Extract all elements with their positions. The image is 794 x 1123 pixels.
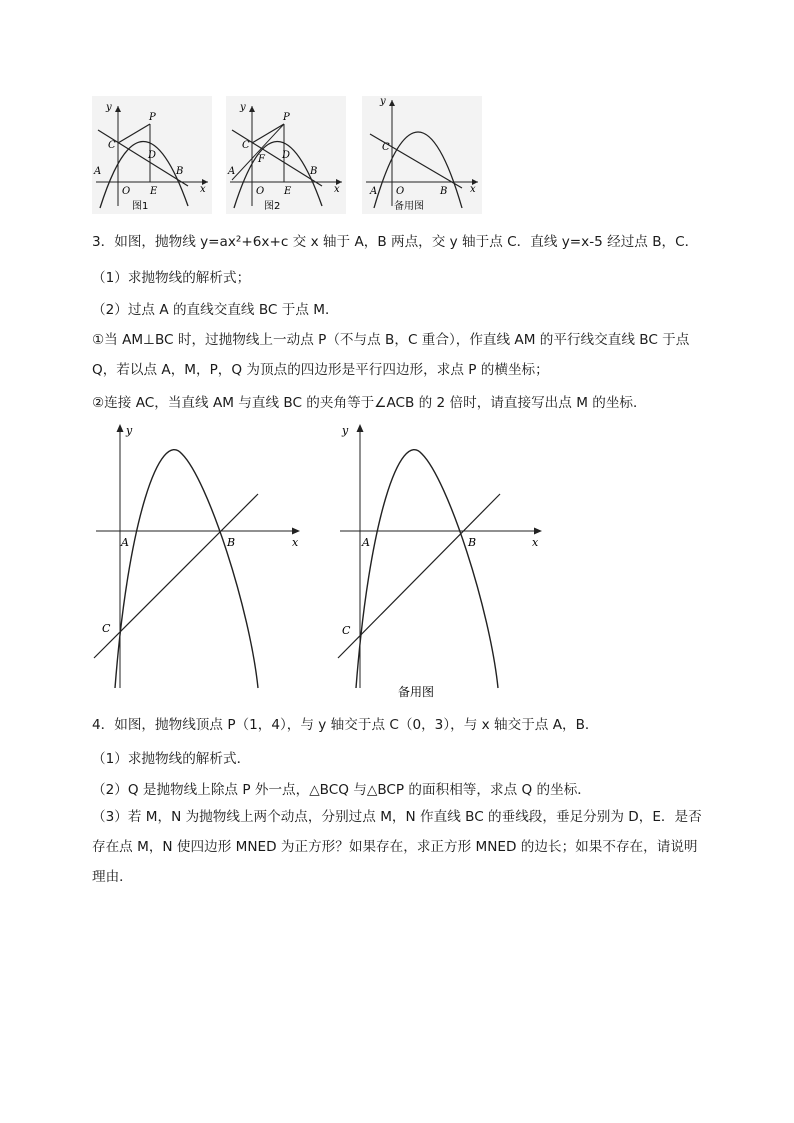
fig3-label-C: C: [382, 142, 390, 153]
q3-stem: 3．如图，抛物线 y=ax²+6x+c 交 x 轴于 A，B 两点，交 y 轴于点 C．直线 y=x-5 经过点 B，C．: [92, 234, 699, 250]
figure-2-drawing: [226, 96, 346, 214]
fig2-label-C: C: [242, 140, 250, 151]
q3-spare-label-C: C: [342, 624, 351, 637]
fig2-label-y: y: [240, 102, 246, 113]
fig2-label-A: A: [228, 166, 236, 177]
top-figure-row: [92, 96, 482, 214]
q3-fig-label-B: B: [227, 536, 236, 549]
fig1-label-D: D: [148, 150, 157, 161]
q3-figure-main-drawing: [90, 420, 305, 692]
q3-part-1: （1）求抛物线的解析式；: [92, 270, 251, 286]
figure-1-drawing: [92, 96, 212, 214]
fig3-label-B: B: [440, 186, 448, 197]
q3-spare-label-x: x: [532, 536, 539, 549]
fig3-label-x: x: [470, 184, 476, 195]
fig1-label-P: P: [149, 112, 156, 123]
figure-1: [92, 96, 212, 214]
fig1-label-O: O: [122, 186, 131, 197]
q4-part-1: （1）求抛物线的解析式．: [92, 751, 251, 767]
fig2-label-P: P: [283, 112, 290, 123]
figure-2: [226, 96, 346, 214]
fig1-label-y: y: [106, 102, 112, 113]
q3-figure-spare: [334, 420, 549, 700]
fig1-label-B: B: [176, 166, 184, 177]
fig2-label-B: B: [310, 166, 318, 177]
q3-spare-label-y: y: [342, 424, 349, 437]
fig3-label-y: y: [380, 96, 386, 107]
fig1-label-E: E: [150, 186, 158, 197]
fig2-label-D: D: [282, 150, 291, 161]
figure-3-drawing: [362, 96, 482, 214]
fig1-label-A: A: [94, 166, 102, 177]
fig2-label-F: F: [258, 154, 265, 165]
fig3-caption: 备用图: [394, 201, 424, 212]
fig1-caption: 图1: [132, 201, 149, 212]
fig1-label-x: x: [200, 184, 206, 195]
q3-figures: [90, 420, 560, 700]
q3-part-2b: ②连接 AC，当直线 AM 与直线 BC 的夹角等于∠ACB 的 2 倍时，请直接写出点 M 的坐标．: [92, 395, 647, 411]
fig1-label-C: C: [108, 140, 116, 151]
q3-fig-label-C: C: [102, 622, 111, 635]
q3-spare-label-A: A: [362, 536, 370, 549]
q3-fig-label-y: y: [126, 424, 133, 437]
q4-stem: 4．如图，抛物线顶点 P（1，4），与 y 轴交于点 C（0，3），与 x 轴交于点 A，B．: [92, 717, 599, 733]
fig3-label-A: A: [370, 186, 378, 197]
figure-3: [362, 96, 482, 214]
q3-part-2: （2）过点 A 的直线交直线 BC 于点 M．: [92, 302, 339, 318]
q3-part-2a: ①当 AM⊥BC 时，过抛物线上一动点 P（不与点 B，C 重合），作直线 AM 的平行线交直线 BC 于点 Q，若以点 A，M，P，Q 为顶点的四边形是平行四边形，求点 P 的横坐标；: [92, 332, 690, 378]
q3-figure-main: [90, 420, 305, 692]
q3-fig-label-A: A: [121, 536, 129, 549]
fig2-label-x: x: [334, 184, 340, 195]
q3-spare-caption: 备用图: [398, 685, 435, 699]
q3-spare-label-B: B: [468, 536, 477, 549]
fig2-label-O: O: [256, 186, 265, 197]
fig3-label-O: O: [396, 186, 405, 197]
q3-figure-spare-drawing: [334, 420, 549, 700]
fig2-caption: 图2: [264, 201, 281, 212]
q3-fig-label-x: x: [292, 536, 299, 549]
q4-part-3: （3）若 M，N 为抛物线上两个动点，分别过点 M，N 作直线 BC 的垂线段，垂足分别为 D，E．是否存在点 M，N 使四边形 MNED 为正方形？如果存在，求正方形 MNED 的边长；如果不存在，请说明理由．: [92, 809, 702, 885]
q4-part-2: （2）Q 是抛物线上除点 P 外一点，△BCQ 与△BCP 的面积相等，求点 Q 的坐标．: [92, 782, 591, 798]
fig2-label-E: E: [284, 186, 292, 197]
